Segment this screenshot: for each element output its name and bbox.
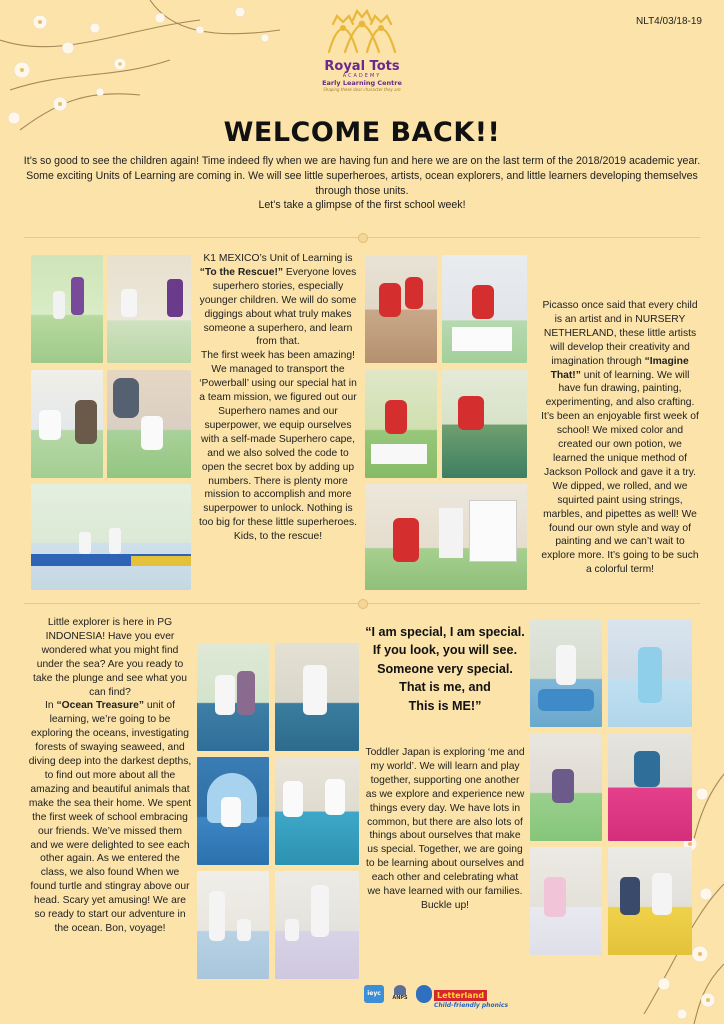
anps-logo [388, 985, 412, 1003]
photo-toddler-tshirt [608, 733, 692, 841]
anps-label: ANPS [392, 995, 408, 1001]
nursery-netherland-text [540, 299, 700, 577]
toddler-paragraph: Toddler Japan is exploring ‘me and my world’. We will learn and play together, supporting one another as we explore and experience new things every day. We have lots in common, but there are also lots of things about ourselves that make us special. Together, we are going to be learning about ourselves and each other and celebrating what we have learned with our families. Buckle up! [365, 747, 525, 911]
intro-line: Some exciting Units of Learning are coming in. We will see little superheroes, artists, ocean explorers, and little learners developing themselves [26, 169, 698, 182]
photo-k1-classroom [31, 484, 191, 590]
photo-pg-ocean-floor [275, 871, 359, 979]
logo-centre: Early Learning Centre [322, 79, 402, 87]
quote-line: That is me, and [399, 680, 491, 695]
photo-toddler-table-play [530, 733, 602, 841]
logo-tagline: Shaping these dear character they are [323, 87, 401, 92]
pg-paragraph-1: Little explorer is here in PG INDONESIA! Have you ever wondered what you might find under the sea? Are you ready to take the plunge and see what you can find? [33, 617, 187, 698]
k1-lead: K1 MEXICO’s Unit of Learning is [203, 253, 353, 264]
divider-dot [358, 599, 368, 609]
photo-pg-classroom [197, 871, 269, 979]
photo-toddler-girl [608, 619, 692, 727]
quote-line: If you look, you will see. [372, 643, 518, 658]
logo-brand: Royal Tots [324, 59, 400, 74]
quote-line: This is ME!” [408, 698, 482, 713]
pg-unit-title: “Ocean Treasure” [56, 700, 145, 712]
footer-logos [364, 983, 524, 1007]
pg-indonesia-text [28, 616, 192, 936]
photo-nursery-painting-1 [365, 255, 437, 363]
photo-nursery-artwork [365, 484, 527, 590]
intro-line: through those units. [315, 184, 409, 197]
photo-k1-painting [31, 370, 103, 478]
intro-line: It’s so good to see the children again! Time indeed fly when we are having fun and here we are on the last term of the 2018/2019 academic year. [23, 155, 701, 167]
quote-line: “I am special, I am special. [365, 625, 525, 639]
photo-k1-teacher-help [107, 370, 191, 478]
section-divider [24, 237, 700, 238]
section-divider [24, 603, 700, 604]
k1-paragraph-1: Everyone loves superhero stories, especially younger children. We will do some diggings about what truly makes someone a superhero, and learn from that. [199, 266, 357, 348]
nursery-unit-title: “Imagine That!” [550, 355, 689, 381]
letterland-logo [434, 983, 524, 1009]
pg-paragraph-2b: unit of learning, we’re going to be exploring the oceans, investigating forests of swaying seaweed, and diving deep into the darkest depths, to find out more about all the amazing and beautiful animals that make the sea their home. We spent the first week of school embracing our friends. We’ve missed them and we were delighted to see each other again. As we entered the class, we also found When we found turtle and stingray above our head. Scary yet amusing! We are so ready to start our adventure in the ocean. Bon, voyage! [28, 700, 192, 934]
letterland-mascot-icon [416, 985, 432, 1003]
photo-nursery-marbles [365, 370, 437, 478]
crown-figures-icon [323, 8, 401, 54]
photo-pg-water-play [275, 757, 359, 865]
letterland-tagline: Child-friendly phonics [434, 1002, 509, 1009]
photo-toddler-sand-table [530, 619, 602, 727]
k1-mexico-text [196, 252, 360, 544]
photo-k1-game [31, 255, 103, 363]
nursery-paragraph-a: Picasso once said that every child is an artist and in NURSERY NETHERLAND, these little artists will develop their creativity and imagination through [542, 300, 698, 367]
letterland-name: Letterland [434, 990, 487, 1001]
intro-paragraph [20, 154, 704, 213]
logo-academy: ACADEMY [342, 73, 382, 79]
photo-pg-hug [197, 643, 269, 751]
ieyc-logo: ieyc [364, 985, 384, 1003]
quote-line: Someone very special. [377, 661, 513, 676]
toddler-quote [360, 623, 530, 715]
pg-paragraph-2a: In [45, 700, 57, 712]
nursery-paragraph-b: unit of learning. We will have fun drawing, painting, experimenting, and also crafting. It’s been an enjoyable first week of school! We mixed color and created our own potion, we learned the unique method of Jackson Pollock and gave it a try. We dipped, we rolled, and we squirted paint using strings, marbles, and pipettes as well! We found our own style and way of painting and we can’t wait to explore more. It’s going to be such a colorful term! [541, 369, 699, 576]
royal-tots-logo [312, 8, 412, 92]
k1-unit-title: “To the Rescue!” [199, 266, 284, 278]
photo-toddler-group [608, 847, 692, 955]
toddler-japan-text [365, 746, 525, 913]
k1-paragraph-2: The first week has been amazing! We managed to transport the ‘Powerball’ using our special hat in a team mission, we figured out our Superhero names and our superpower, we equip ourselves with a self-made Superhero cape, and we also solved the code to open the secret box by adding up numbers. There is plenty more mission to accomplish and more superpower to unlock. Nothing is too big for these little superheroes. Kids, to the rescue! [199, 350, 357, 543]
photo-toddler-crafting [530, 847, 602, 955]
document-number: NLT4/03/18-19 [636, 16, 702, 27]
intro-line: Let’s take a glimpse of the first school week! [258, 199, 466, 212]
divider-dot [358, 233, 368, 243]
photo-pg-shell [197, 757, 269, 865]
photo-nursery-painting-2 [442, 255, 527, 363]
photo-k1-team-mission [107, 255, 191, 363]
photo-nursery-pollock [442, 370, 527, 478]
photo-pg-friends [275, 643, 359, 751]
page-title: WELCOME BACK!! [223, 117, 501, 148]
